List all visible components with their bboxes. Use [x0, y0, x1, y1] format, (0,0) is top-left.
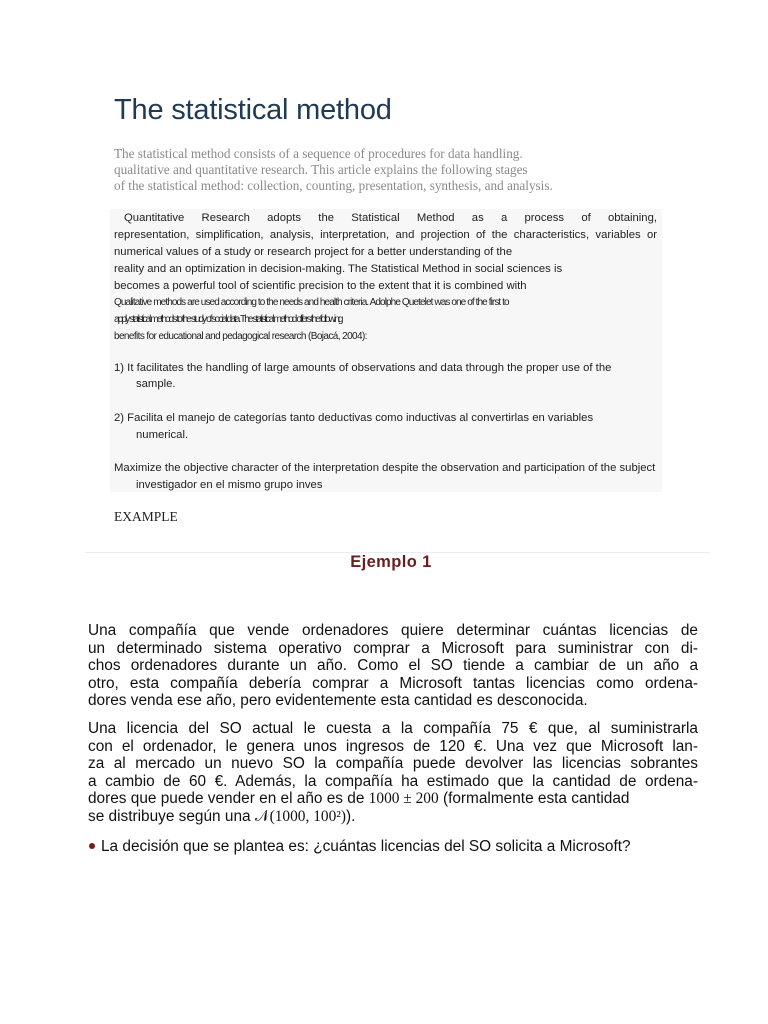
ejemplo-line: otro, esta compañía debería comprar a Microsoft tantas licencias como ordena-: [88, 674, 698, 692]
ejemplo-text: (formalmente esta cantidad: [438, 790, 630, 807]
quote-line: Quantitative Research adopts the Statistical Method as a process of obtaining,: [124, 212, 657, 224]
ejemplo-text: se distribuye según una: [88, 807, 255, 825]
ejemplo-line: dores venda ese año, pero evidentemente esta cantidad es desconocida.: [88, 692, 588, 709]
quote-line: reality and an optimization in decision-making. The Statistical Method in social sciences is: [114, 263, 563, 275]
ejemplo-line: chos ordenadores durante un año. Como el SO tiende a cambiar de un año a: [88, 657, 698, 674]
quote-list-item: 2) Facilita el manejo de categorías tanto deductivas como inductivas al convertirlas en variables: [114, 412, 594, 424]
quote-line: numerical values of a study or research project for a better understanding of the: [114, 246, 513, 258]
bullet-item: [89, 838, 631, 856]
ejemplo-paragraph-2: [88, 720, 698, 825]
example-label: EXAMPLE: [114, 509, 178, 524]
ejemplo-text: ).: [346, 807, 356, 825]
ejemplo-line: [88, 790, 698, 808]
abstract-line: qualitative and quantitative research. This article explains the following stages: [114, 162, 528, 177]
ejemplo-line: Una licencia del SO actual le cuesta a la compañía 75 € que, al suministrarla: [88, 720, 698, 737]
quote-list-item-cont: numerical.: [136, 429, 189, 441]
quote-list-item: 1) It facilitates the handling of large amounts of observations and data through the proper use of the: [114, 362, 612, 374]
ejemplo-text: dores que puede vender en el año es de: [88, 790, 369, 807]
quote-line: becomes a powerful tool of scientific precision to the extent that it is combined with: [114, 280, 527, 292]
ejemplo-line: con el ordenador, le genera unos ingresos de 120 €. Una vez que Microsoft lan-: [88, 737, 698, 755]
quote-list-item: Maximize the objective character of the interpretation despite the observation and participation of the subject: [114, 462, 656, 474]
bullet-text: La decisión que se plantea es: ¿cuántas licencias del SO solicita a Microsoft?: [101, 838, 631, 855]
quote-list-item-cont: sample.: [136, 378, 176, 390]
ejemplo-line: za al mercado un nuevo SO la compañía puede devolver las licencias sobrantes: [88, 755, 698, 772]
ejemplo-line: un determinado sistema operativo comprar a Microsoft para suministrar con di-: [88, 639, 698, 657]
page-title: The statistical method: [114, 94, 392, 126]
quote-list-item-cont: investigador en el mismo grupo inves: [136, 479, 323, 491]
ejemplo-paragraph-1: [88, 622, 698, 710]
math-expression: 1000 ± 200: [368, 790, 439, 807]
ejemplo-line: [88, 808, 698, 826]
ejemplo-line: Una compañía que vende ordenadores quiere determinar cuántas licencias de: [88, 622, 698, 639]
quote-line: apply statistical methods to the study of social data. The statistical method offers the following: [114, 314, 342, 325]
abstract: [114, 146, 574, 194]
ejemplo-title: Ejemplo 1: [350, 553, 432, 571]
quote-line: Qualitative methods are used according to the needs and health criteria. Adolphe Quetelet was one of the first to: [114, 297, 509, 308]
bullet-dot-icon: [89, 843, 95, 849]
abstract-line: of the statistical method: collection, counting, presentation, synthesis, and analysis.: [114, 178, 553, 193]
ejemplo-line: a cambio de 60 €. Además, la compañía ha estimado que la cantidad de ordena-: [88, 772, 698, 790]
abstract-line: The statistical method consists of a sequence of procedures for data handling.: [114, 146, 523, 161]
math-expression: 𝒩(1000, 100²): [254, 807, 347, 825]
quote-line: benefits for educational and pedagogical research (Bojacá, 2004):: [114, 331, 367, 342]
quote-line: representation, simplification, analysis, interpretation, and projection of the characteristics, variables or: [114, 229, 657, 241]
